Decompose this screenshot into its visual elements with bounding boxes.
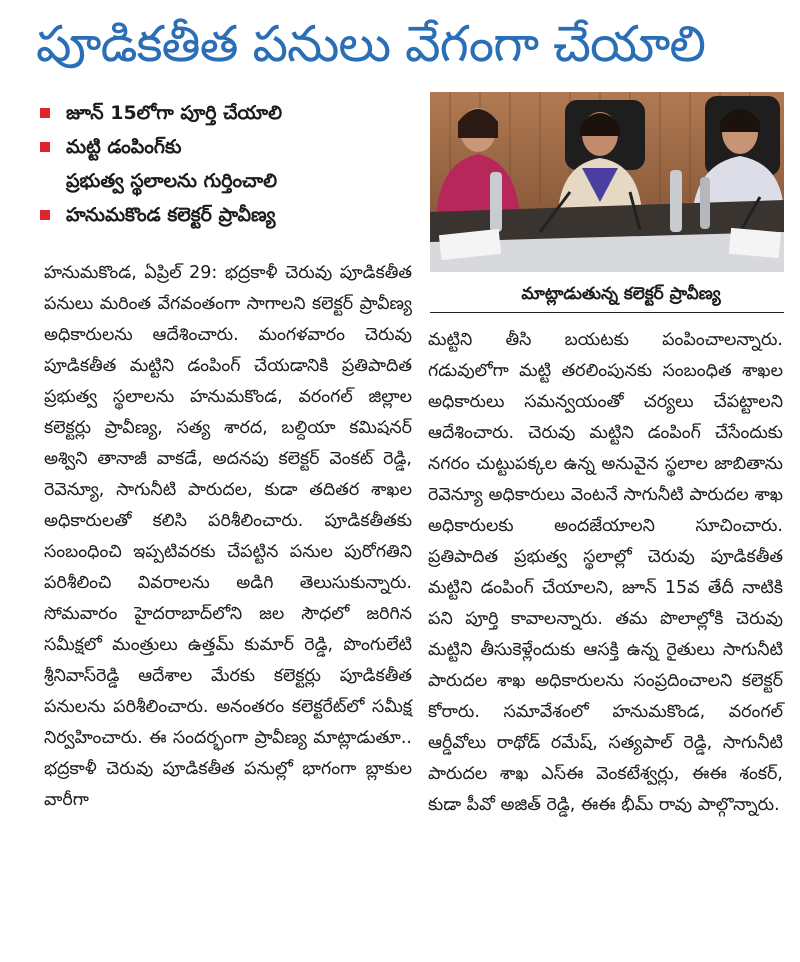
caption-divider (430, 312, 784, 313)
bullet-item (40, 96, 420, 130)
bullet-text: హనుమకొండ కలెక్టర్ ప్రావీణ్య (66, 204, 276, 226)
bullet-continuation: ప్రభుత్వ స్థలాలను గుర్తించాలి (66, 170, 278, 192)
body-column-left (44, 258, 412, 816)
body-paragraph-right: మట్టిని తీసి బయటకు పంపించాలన్నారు. గడువులోగా మట్టి తరలింపునకు సంబంధిత శాఖల అధికారులు సమన్వయంతో చర్యలు చేపట్టాలని ఆదేశించారు. చెరువు మట్టిని డంపింగ్ చేసేందుకు నగరం చుట్టుపక్కల ఉన్న అనువైన స్థలాల జాబితాను రెవెన్యూ అధికారులు వెంటనే సాగునీటి పారుదల శాఖ అధికారులకు అందజేయాలని సూచించారు. ప్రతిపాదిత ప్రభుత్వ స్థలాల్లో చెరువు పూడికతీత మట్టిని డంపింగ్ చేయాలని, జూన్ 15వ తేదీ నాటికి పని పూర్తి కావాలన్నారు. తమ పొలాల్లోకి చెరువు మట్టిని తీసుకెళ్లేందుకు ఆసక్తి ఉన్న రైతులు సాగునీటి పారుదల శాఖ అధికారులను సంప్రదించాలని కలెక్టర్ కోరారు. సమావేశంలో హనుమకొండ, వరంగల్ ఆర్డీవోలు రాథోడ్ రమేష్, సత్యపాల్ రెడ్డి, సాగునీటి పారుదల శాఖ ఎస్ఈ వెంకటేశ్వర్లు, ఈఈ శంకర్, కుడా పీవో అజిత్ రెడ్డి, ఈఈ భీమ్ రావు పాల్గొన్నారు. (428, 330, 783, 815)
photo-caption: మాట్లాడుతున్న కలెక్టర్ ప్రావీణ్య (521, 284, 721, 304)
bullet-square-icon (40, 108, 50, 118)
bullet-square-icon (40, 142, 50, 152)
headline: పూడికతీత పనులు వేగంగా చేయాలి (36, 15, 706, 73)
bullet-text: జూన్ 15లోగా పూర్తి చేయాలి (66, 102, 282, 124)
bullet-item (40, 198, 420, 232)
body-paragraph-left: హనుమకొండ, ఏప్రిల్ 29: భద్రకాళీ చెరువు పూడికతీత పనులు మరింత వేగవంతంగా సాగాలని కలెక్టర్ ప్రావీణ్య అధికారులను ఆదేశించారు. మంగళవారం చెరువు పూడికతీత మట్టిని డంపింగ్ చేయడానికి ప్రతిపాదిత ప్రభుత్వ స్థలాలను హనుమకొండ, వరంగల్ జిల్లాల కలెక్టర్లు ప్రావీణ్య, సత్య శారద, బల్దియా కమిషనర్ అశ్విని తానాజీ వాకడే, అదనపు కలెక్టర్ వెంకట్ రెడ్డి, రెవెన్యూ, సాగునీటి పారుదల, కుడా తదితర శాఖల అధికారులతో కలిసి పరిశీలించారు. పూడికతీతకు సంబంధించి ఇప్పటివరకు చేపట్టిన పనుల పురోగతిని పరిశీలించి వివరాలను అడిగి తెలుసుకున్నారు. సోమవారం హైదరాబాద్‌లోని జల సౌధలో జరిగిన సమీక్షలో మంత్రులు ఉత్తమ్ కుమార్ రెడ్డి, పొంగులేటి శ్రీనివాస్‌రెడ్డి ఆదేశాల మేరకు కలెక్టర్లు పూడికతీత పనులను పరిశీలించారు. అనంతరం కలెక్టరేట్‌లో సమీక్ష నిర్వహించారు. ఈ సందర్భంగా ప్రావీణ్య మాట్లాడుతూ.. భద్రకాళీ చెరువు పూడికతీత పనుల్లో భాగంగా బ్లాకుల వారీగా (44, 263, 412, 810)
bullet-square-icon (40, 210, 50, 220)
meeting-photo-illustration (430, 92, 784, 272)
bullet-item (40, 130, 420, 198)
body-column-right (428, 325, 783, 821)
bullet-list (40, 96, 420, 232)
bullet-text: మట్టి డంపింగ్‌కు (66, 136, 182, 158)
news-photo (430, 92, 784, 272)
